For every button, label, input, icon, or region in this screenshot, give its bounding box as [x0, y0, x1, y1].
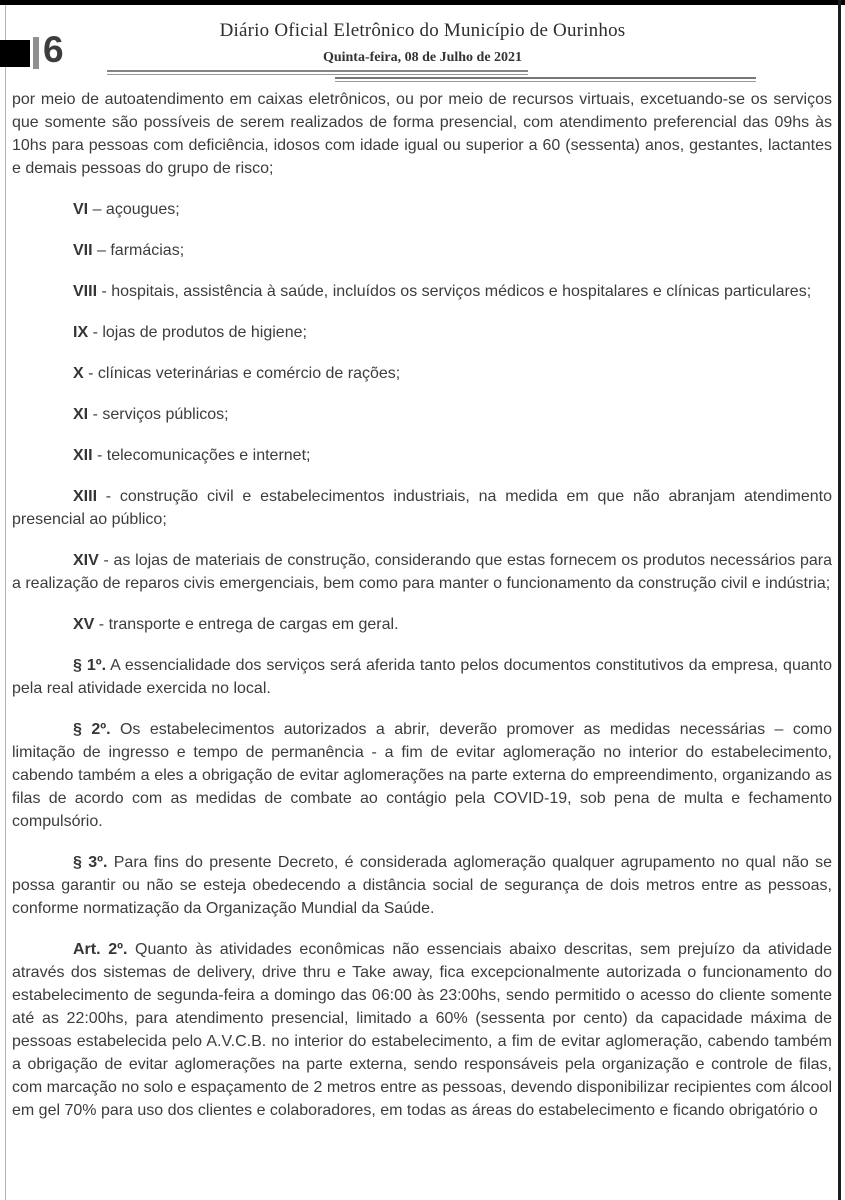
paragraph-text: por meio de autoatendimento em caixas eletrônicos, ou por meio de recursos virtuais, excetuando-se os serviços que somente são possíveis de serem realizados de forma presencial, com atendimento preferencial das 09hs às 10hs para pessoas com deficiência, idosos com idade igual ou superior a 60 (sessenta) anos, gestantes, lactantes e demais pessoas do grupo de risco;	[12, 91, 832, 177]
list-item-numeral: VIII	[73, 283, 98, 300]
list-item-text: - as lojas de materiais de construção, considerando que estas fornecem os produtos necessários para a realização de reparos civis emergenciais, bem como para manter o funcionamento da construção civil e indústria;	[12, 552, 832, 592]
list-item-numeral: IX	[73, 324, 89, 341]
list-item-numeral: VI	[73, 201, 89, 218]
list-item-xi	[12, 403, 832, 426]
gazette-date: Quinta-feira, 08 de Julho de 2021	[322, 50, 523, 65]
list-item-text: – açougues;	[88, 201, 180, 218]
list-item-numeral: XI	[73, 406, 89, 423]
gazette-title: Diário Oficial Eletrônico do Município de Ourinhos	[219, 20, 626, 41]
list-item-text: - serviços públicos;	[88, 406, 229, 423]
section-label: § 3º.	[73, 854, 108, 871]
list-item-text: - telecomunicações e internet;	[92, 447, 311, 464]
document-body	[12, 88, 832, 1140]
list-item-xv	[12, 613, 832, 636]
right-page-border	[838, 0, 841, 1200]
paragraph-text: Quanto às atividades econômicas não essenciais abaixo descritas, sem prejuízo da atividade através dos sistemas de delivery, drive thru e Take away, fica excepcionalmente autorizada o funcionamento do estabelecimento de segunda-feira a domingo das 06:00 às 23:00hs, sendo permitido o acesso do cliente somente até as 22:00hs, para atendimento presencial, limitado a 60% (sessenta por cento) da capacidade máxima de pessoas estabelecida pelo A.V.C.B. no interior do estabelecimento, a fim de evitar aglomeração, cabendo também a obrigação de evitar aglomerações na parte externa, sendo responsáveis pela organização e controle de filas, com marcação no solo e espaçamento de 2 metros entre as pessoas, devendo disponibilizar recipientes com álcool em gel 70% para uso dos clientes e colaboradores, em todas as áreas do estabelecimento e ficando obrigatório o	[12, 941, 833, 1119]
list-item-vii	[12, 239, 832, 262]
list-item-numeral: X	[73, 365, 84, 382]
header-rule-left	[107, 70, 528, 75]
paragraph-text: Para fins do presente Decreto, é considerada aglomeração qualquer agrupamento no qual não se possa garantir ou não se esteja obedecendo a distância social de segurança de dois metros entre as pessoas, conforme normatização da Organização Mundial da Saúde.	[12, 854, 833, 917]
paragraph-text: Os estabelecimentos autorizados a abrir, deverão promover as medidas necessárias – como limitação de ingresso e tempo de permanência - a fim de evitar aglomeração no interior do estabelecimento, cabendo também a eles a obrigação de evitar aglomerações na parte externa do empreendimento, organizando as filas de acordo com as medidas de combate ao contágio pela COVID-19, sob pena de multa e fechamento compulsório.	[12, 721, 832, 830]
list-item-text: - hospitais, assistência à saúde, incluídos os serviços médicos e hospitalares e clínicas particulares;	[97, 283, 812, 300]
list-item-numeral: XIII	[73, 488, 98, 505]
paragraph-article-2	[12, 938, 832, 1122]
list-item-text: - lojas de produtos de higiene;	[88, 324, 307, 341]
list-item-xiii	[12, 485, 832, 531]
paragraph-section-1	[12, 654, 832, 700]
list-item-ix	[12, 321, 832, 344]
header-rule-right	[335, 77, 756, 82]
list-item-numeral: XV	[73, 616, 95, 633]
list-item-numeral: XIV	[73, 552, 99, 569]
top-border-bar	[0, 0, 845, 5]
list-item-text: - clínicas veterinárias e comércio de rações;	[83, 365, 401, 382]
paragraph-section-2	[12, 718, 832, 833]
left-page-border	[5, 5, 6, 1200]
section-label: § 1º.	[73, 657, 107, 674]
list-item-numeral: XII	[73, 447, 93, 464]
list-item-numeral: VII	[73, 242, 93, 259]
list-item-xii	[12, 444, 832, 467]
section-label: § 2º.	[73, 721, 111, 738]
list-item-viii	[12, 280, 832, 303]
list-item-text: – farmácias;	[92, 242, 185, 259]
paragraph-section-3	[12, 851, 832, 920]
article-label: Art. 2º.	[73, 941, 128, 958]
paragraph-text: A essencialidade dos serviços será aferida tanto pelos documentos constitutivos da empresa, quanto pela real atividade exercida no local.	[12, 657, 832, 697]
list-item-xiv	[12, 549, 832, 595]
list-item-text: - transporte e entrega de cargas em geral.	[94, 616, 399, 633]
list-item-x	[12, 362, 832, 385]
paragraph-continuation	[12, 88, 832, 180]
list-item-vi	[12, 198, 832, 221]
list-item-text: - construção civil e estabelecimentos industriais, na medida em que não abranjam atendimento presencial ao público;	[12, 488, 832, 528]
page-number: 6	[43, 29, 64, 70]
